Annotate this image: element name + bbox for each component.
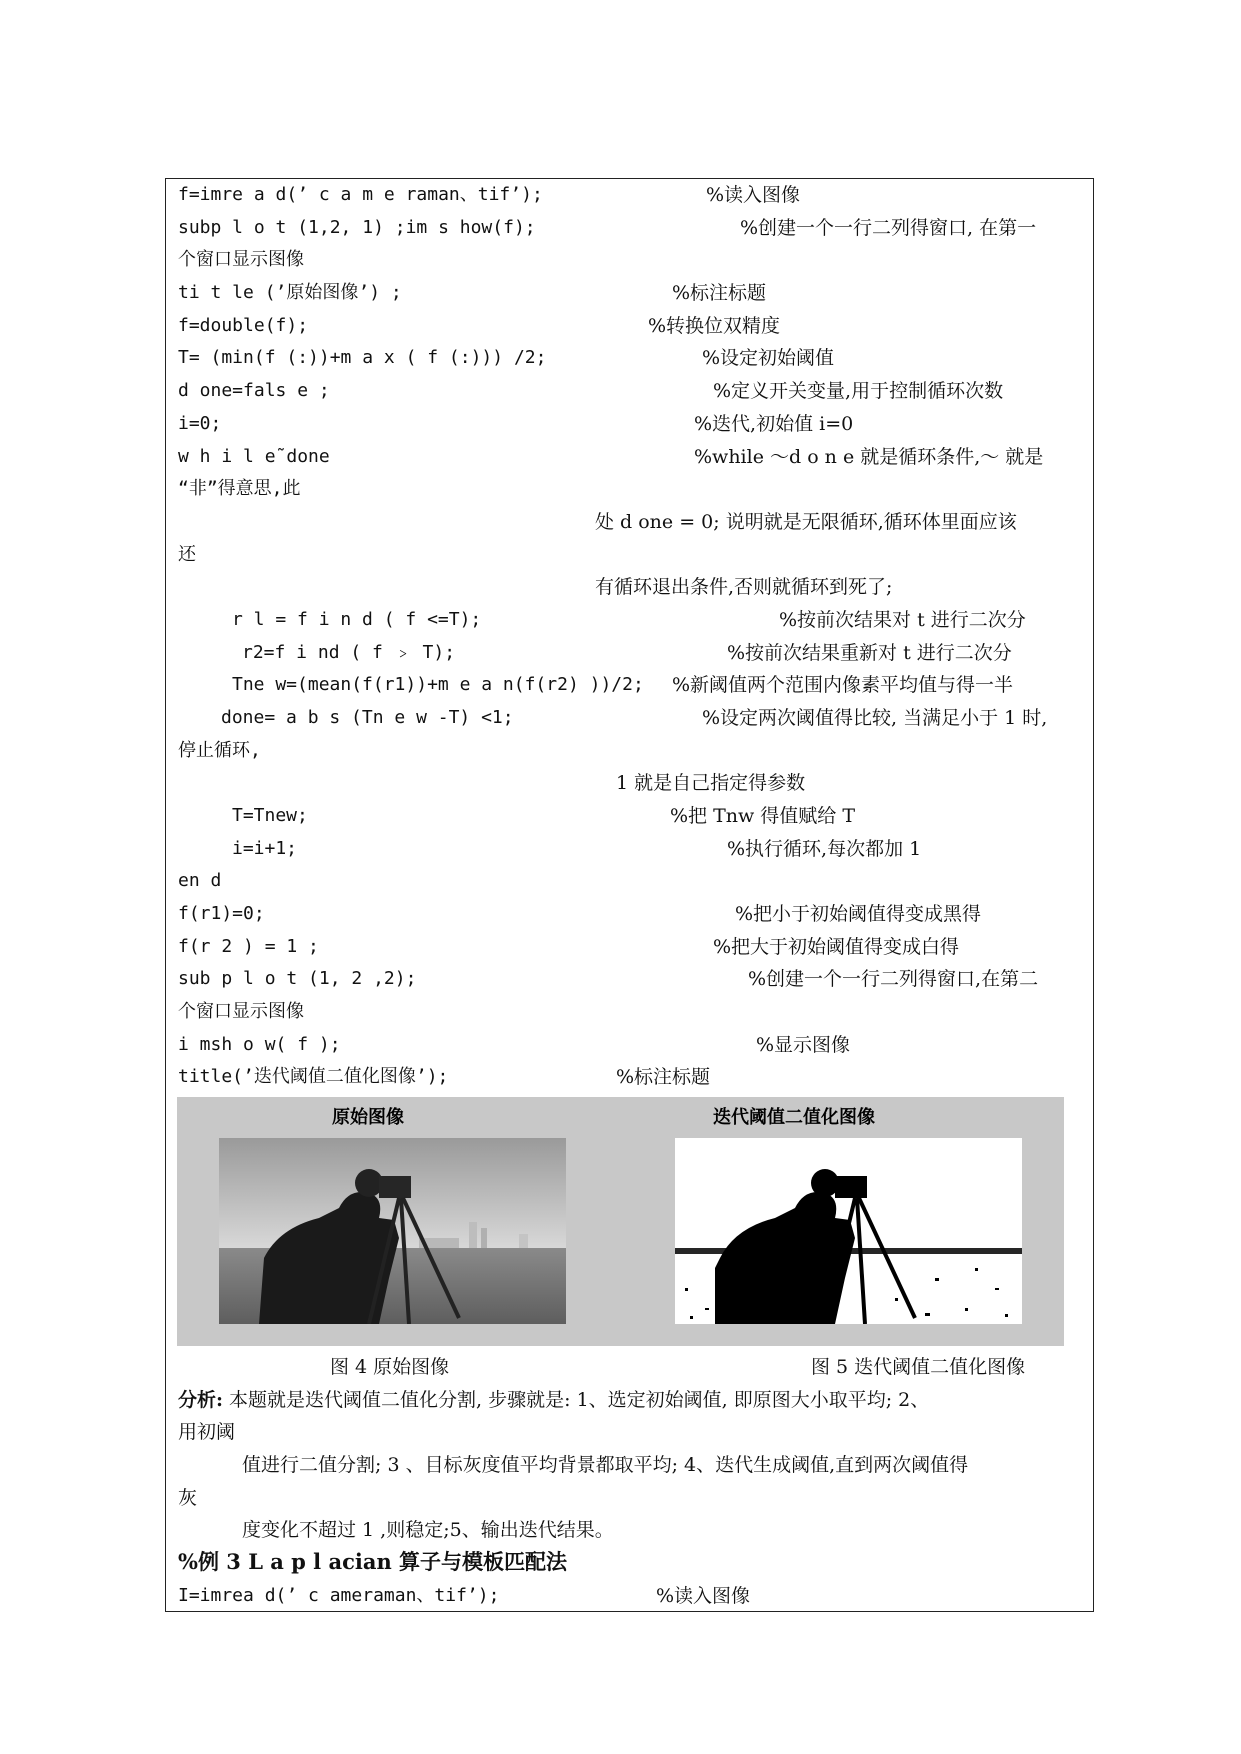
code-line: Tne w=(mean(f(r1))+m e a n(f(r2) ))/2; bbox=[232, 674, 644, 695]
code-line: T=Tnew; bbox=[232, 805, 308, 826]
code-comment: %把小于初始阈值得变成黑得 bbox=[735, 903, 982, 925]
example3-comment: %读入图像 bbox=[656, 1585, 751, 1607]
figure-title-original: 原始图像 bbox=[332, 1107, 404, 1128]
code-line: T= (min(f (:))+m a x ( f (:))) /2; bbox=[178, 347, 547, 368]
code-line: done= a b s (Tn e w -T) <1; bbox=[221, 707, 514, 728]
code-comment: %按前次结果对 t 进行二次分 bbox=[779, 609, 1026, 631]
code-line: en d bbox=[178, 870, 222, 891]
code-comment: %执行循环,每次都加 1 bbox=[727, 838, 922, 860]
code-line: title(’迭代阈值二值化图像’); bbox=[178, 1066, 449, 1087]
analysis-line-5: 度变化不超过 1 ,则稳定;5、输出迭代结果。 bbox=[242, 1519, 614, 1541]
code-comment: 有循环退出条件,否则就循环到死了; bbox=[595, 576, 893, 598]
code-comment: %标注标题 bbox=[616, 1066, 711, 1088]
original-cameraman-image bbox=[219, 1138, 566, 1324]
figure-panel bbox=[177, 1097, 1064, 1346]
figure-caption-5: 图 5 迭代阈值二值化图像 bbox=[811, 1356, 1026, 1378]
code-line: 个窗口显示图像 bbox=[178, 249, 304, 270]
code-comment: %设定两次阈值得比较, 当满足小于 1 时, bbox=[702, 707, 1048, 729]
code-comment: %读入图像 bbox=[706, 184, 801, 206]
example3-heading: %例 3 L a p l acian 算子与模板匹配法 bbox=[178, 1549, 568, 1574]
code-comment: %把 Tnw 得值赋给 T bbox=[670, 805, 856, 827]
code-comment: %新阈值两个范围内像素平均值与得一半 bbox=[672, 674, 1014, 696]
code-line: 还 bbox=[178, 544, 196, 565]
figure-title-binary: 迭代阈值二值化图像 bbox=[713, 1107, 875, 1128]
analysis-line-2: 用初阈 bbox=[178, 1421, 236, 1443]
code-line: f=imre a d(’ c a m e raman、tif’); bbox=[178, 184, 543, 205]
analysis-label: 分析: bbox=[178, 1389, 224, 1411]
code-comment: %迭代,初始值 i=0 bbox=[694, 413, 854, 435]
code-line: i=0; bbox=[178, 413, 222, 434]
binary-cameraman-image bbox=[675, 1138, 1022, 1324]
code-comment: %显示图像 bbox=[756, 1034, 851, 1056]
code-line: i=i+1; bbox=[232, 838, 298, 859]
analysis-line-4: 灰 bbox=[178, 1487, 198, 1509]
code-line: ti t le (’原始图像’) ; bbox=[178, 282, 402, 303]
code-comment: %创建一个一行二列得窗口,在第二 bbox=[748, 968, 1039, 990]
code-comment: %转换位双精度 bbox=[648, 315, 781, 337]
code-line: 个窗口显示图像 bbox=[178, 1001, 304, 1022]
code-comment: %设定初始阈值 bbox=[702, 347, 835, 369]
code-comment: %按前次结果重新对 t 进行二次分 bbox=[727, 642, 1012, 664]
code-line: 停止循环, bbox=[178, 740, 261, 761]
code-comment: 1 就是自己指定得参数 bbox=[616, 772, 806, 794]
code-line: f(r1)=0; bbox=[178, 903, 265, 924]
code-line: sub p l o t (1, 2 ,2); bbox=[178, 968, 417, 989]
code-comment: %定义开关变量,用于控制循环次数 bbox=[713, 380, 1004, 402]
code-line: “非”得意思,此 bbox=[178, 478, 301, 499]
code-line: d one=fals e ; bbox=[178, 380, 330, 401]
code-comment: 处 d one = 0; 说明就是无限循环,循环体里面应该 bbox=[595, 511, 1017, 533]
code-comment: %把大于初始阈值得变成白得 bbox=[713, 936, 960, 958]
code-line: w h i l e˜done bbox=[178, 446, 330, 467]
example3-code: I=imrea d(’ c ameraman、tif’); bbox=[178, 1585, 500, 1606]
code-line: r2=f i nd ( f ﹥ T); bbox=[242, 642, 456, 663]
code-comment: %while ～d o n e 就是循环条件,～ 就是 bbox=[694, 446, 1044, 468]
code-comment: %标注标题 bbox=[672, 282, 767, 304]
code-line: subp l o t (1,2, 1) ;im s how(f); bbox=[178, 217, 536, 238]
code-line: f=double(f); bbox=[178, 315, 309, 336]
analysis-line-1: 分析: 本题就是迭代阈值二值化分割, 步骤就是: 1、选定初始阈值, 即原图大小取平均; 2、 bbox=[178, 1389, 930, 1411]
analysis-line-3: 值进行二值分割; 3 、目标灰度值平均背景都取平均; 4、迭代生成阈值,直到两次阈值得 bbox=[242, 1454, 969, 1476]
code-line: r l = f i n d ( f <=T); bbox=[232, 609, 482, 630]
code-comment: %创建一个一行二列得窗口, 在第一 bbox=[740, 217, 1037, 239]
code-line: i msh o w( f ); bbox=[178, 1034, 341, 1055]
figure-caption-4: 图 4 原始图像 bbox=[330, 1356, 450, 1378]
code-line: f(r 2 ) = 1 ; bbox=[178, 936, 319, 957]
